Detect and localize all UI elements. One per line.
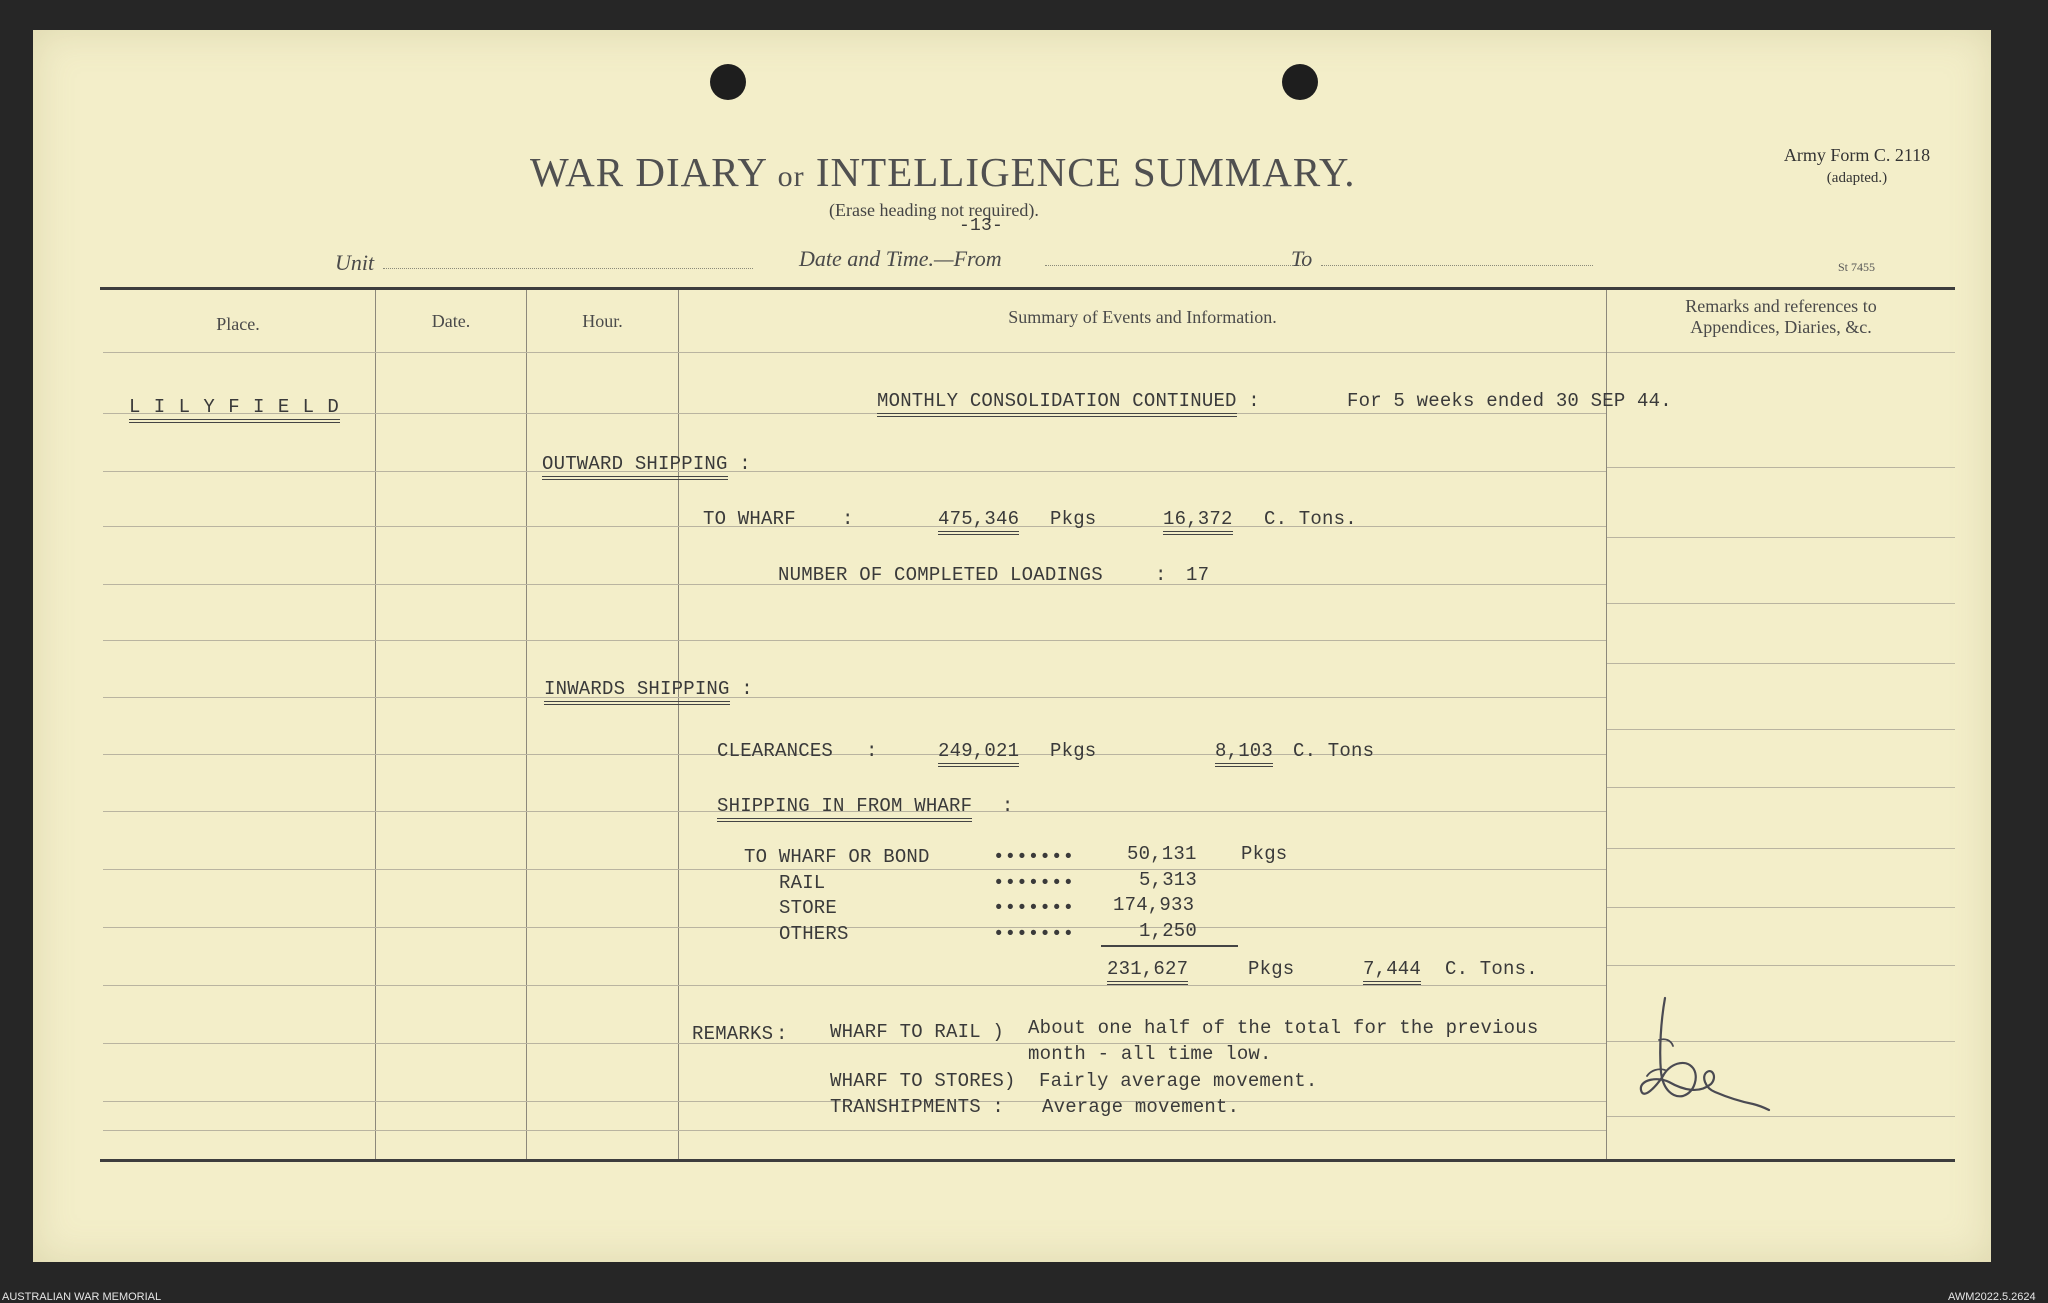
place-value: L I L Y F I E L D bbox=[129, 396, 340, 423]
remark-transhipments-key: TRANSHIPMENTS : bbox=[830, 1096, 1005, 1118]
signature bbox=[1603, 980, 1803, 1130]
inwards-shipping-label: INWARDS SHIPPING bbox=[544, 678, 730, 705]
col-header-date: Date. bbox=[431, 311, 471, 331]
remarks-label: REMARKS bbox=[692, 1023, 774, 1045]
form-adapted: (adapted.) bbox=[1826, 170, 1888, 186]
inwards-colon: : bbox=[741, 678, 753, 700]
stock-number: St 7455 bbox=[1838, 260, 1876, 274]
remark-wharf-to-stores-text: Fairly average movement. bbox=[1039, 1070, 1318, 1092]
row-store-dots: ••••••• bbox=[993, 897, 1075, 919]
ruled-line bbox=[103, 1043, 1606, 1044]
unit-label: Unit bbox=[335, 250, 375, 275]
ruled-line-remarks bbox=[1607, 663, 1955, 664]
row-store-value: 174,933 bbox=[1113, 894, 1195, 916]
remark-wharf-to-rail-cont: month - all time low. bbox=[1028, 1043, 1272, 1065]
date-time-label: Date and Time.—From bbox=[799, 246, 1002, 271]
period-text: For 5 weeks ended 30 SEP 44. bbox=[1347, 390, 1672, 412]
row-to-wharf-or-bond-dots: ••••••• bbox=[993, 846, 1075, 868]
total-tons-value: 7,444 bbox=[1363, 958, 1421, 985]
place-lilyfield bbox=[129, 396, 340, 418]
footer-accession-number: AWM2022.5.2624 bbox=[1948, 1291, 2036, 1303]
ruled-line-remarks bbox=[1607, 729, 1955, 730]
ruled-line bbox=[103, 1130, 1606, 1131]
total-pkgs bbox=[1107, 958, 1188, 980]
ruled-line bbox=[103, 754, 1606, 755]
ruled-line bbox=[103, 697, 1606, 698]
outward-shipping-heading bbox=[542, 453, 751, 475]
to-wharf-pkgs-value: 475,346 bbox=[938, 508, 1019, 535]
to-wharf-label: TO WHARF bbox=[703, 508, 796, 530]
to-label: To bbox=[1291, 246, 1313, 271]
total-tons bbox=[1363, 958, 1421, 980]
row-others-dots: ••••••• bbox=[993, 923, 1075, 945]
title-war-diary: WAR DIARY bbox=[530, 149, 767, 195]
total-tons-unit: C. Tons. bbox=[1445, 958, 1538, 980]
footer-credit: AUSTRALIAN WAR MEMORIAL bbox=[2, 1291, 162, 1303]
ruled-line-remarks bbox=[1607, 537, 1955, 538]
title-or: or bbox=[777, 160, 805, 193]
shipping-in-heading bbox=[717, 795, 1013, 817]
consolidation-heading bbox=[877, 390, 1260, 412]
consolidation-heading-text: MONTHLY CONSOLIDATION CONTINUED bbox=[877, 390, 1237, 417]
form-number: Army Form C. 2118 bbox=[1783, 145, 1931, 165]
heading-colon: : bbox=[1248, 390, 1260, 412]
loadings-value: 17 bbox=[1186, 564, 1210, 586]
ruled-line-remarks bbox=[1607, 352, 1955, 353]
inwards-shipping-heading bbox=[544, 678, 753, 700]
col-header-remarks-line1: Remarks and references to bbox=[1685, 296, 1877, 316]
ruled-line bbox=[103, 869, 1606, 870]
ruled-line bbox=[103, 927, 1606, 928]
ruled-line-remarks bbox=[1607, 603, 1955, 604]
to-wharf-pkgs-unit: Pkgs bbox=[1050, 508, 1097, 530]
remark-wharf-to-stores-key: WHARF TO STORES) bbox=[830, 1070, 1016, 1092]
ruled-line-remarks bbox=[1607, 787, 1955, 788]
row-store-label: STORE bbox=[779, 897, 838, 919]
loadings-label: NUMBER OF COMPLETED LOADINGS bbox=[778, 564, 1103, 586]
ruled-line bbox=[103, 985, 1606, 986]
ruled-line-remarks bbox=[1607, 907, 1955, 908]
page-number: -13- bbox=[959, 216, 1004, 236]
row-to-wharf-or-bond-label: TO WHARF OR BOND bbox=[744, 846, 930, 868]
remarks-colon: : bbox=[776, 1023, 788, 1045]
to-wharf-tons bbox=[1163, 508, 1233, 530]
subtotal-rule bbox=[1101, 945, 1238, 947]
row-to-wharf-or-bond-unit: Pkgs bbox=[1241, 843, 1288, 865]
ruled-line-remarks bbox=[1607, 848, 1955, 849]
row-others-label: OTHERS bbox=[779, 923, 849, 945]
total-pkgs-unit: Pkgs bbox=[1248, 958, 1295, 980]
col-divider-date bbox=[526, 290, 527, 1159]
remark-wharf-to-rail-text: About one half of the total for the previous bbox=[1028, 1017, 1539, 1039]
row-rail-value: 5,313 bbox=[1139, 869, 1198, 891]
col-divider-place bbox=[375, 290, 376, 1159]
ruled-line bbox=[103, 352, 1606, 353]
shipping-in-colon: : bbox=[1001, 795, 1014, 817]
to-wharf-tons-unit: C. Tons. bbox=[1264, 508, 1357, 530]
ruled-line bbox=[103, 526, 1606, 527]
col-header-summary: Summary of Events and Information. bbox=[1008, 307, 1277, 327]
to-wharf-tons-value: 16,372 bbox=[1163, 508, 1233, 535]
clearances-pkgs bbox=[938, 740, 1019, 762]
col-header-remarks-line2: Appendices, Diaries, &c. bbox=[1690, 317, 1872, 337]
total-pkgs-value: 231,627 bbox=[1107, 958, 1188, 985]
table-bottom-border bbox=[100, 1159, 1955, 1162]
outward-shipping-label: OUTWARD SHIPPING bbox=[542, 453, 728, 480]
to-wharf-pkgs bbox=[938, 508, 1019, 530]
row-rail-dots: ••••••• bbox=[993, 872, 1075, 894]
from-field-line bbox=[1045, 265, 1305, 266]
clearances-label: CLEARANCES bbox=[717, 740, 834, 762]
to-field-line bbox=[1321, 265, 1593, 266]
clearances-tons-unit: C. Tons bbox=[1293, 740, 1375, 762]
form-subtitle: (Erase heading not required). bbox=[829, 200, 1039, 220]
form-title bbox=[530, 148, 1356, 196]
punch-hole-left bbox=[710, 64, 746, 100]
loadings-colon: : bbox=[1155, 564, 1167, 586]
unit-field-line bbox=[383, 268, 753, 269]
outward-colon: : bbox=[739, 453, 751, 475]
shipping-in-label: SHIPPING IN FROM WHARF bbox=[717, 795, 972, 822]
clearances-colon: : bbox=[866, 740, 878, 762]
clearances-pkgs-value: 249,021 bbox=[938, 740, 1019, 767]
title-intelligence-summary: INTELLIGENCE SUMMARY. bbox=[815, 149, 1356, 195]
ruled-line bbox=[103, 471, 1606, 472]
row-to-wharf-or-bond-value: 50,131 bbox=[1127, 843, 1197, 865]
punch-hole-right bbox=[1282, 64, 1318, 100]
remark-transhipments-text: Average movement. bbox=[1042, 1096, 1240, 1118]
table-top-border bbox=[100, 287, 1955, 290]
col-divider-hour bbox=[678, 290, 679, 1159]
row-rail-label: RAIL bbox=[779, 872, 826, 894]
row-others-value: 1,250 bbox=[1139, 920, 1198, 942]
war-diary-page bbox=[33, 30, 1991, 1262]
col-header-place: Place. bbox=[216, 314, 260, 334]
clearances-tons bbox=[1215, 740, 1273, 762]
to-wharf-colon: : bbox=[842, 508, 854, 530]
ruled-line-remarks bbox=[1607, 965, 1955, 966]
remark-wharf-to-rail-key: WHARF TO RAIL ) bbox=[830, 1021, 1005, 1043]
col-header-remarks bbox=[1607, 296, 1955, 338]
col-header-hour: Hour. bbox=[582, 311, 623, 331]
ruled-line-remarks bbox=[1607, 467, 1955, 468]
form-number-block bbox=[1767, 144, 1947, 190]
clearances-tons-value: 8,103 bbox=[1215, 740, 1273, 767]
clearances-pkgs-unit: Pkgs bbox=[1050, 740, 1097, 762]
ruled-line bbox=[103, 640, 1606, 641]
